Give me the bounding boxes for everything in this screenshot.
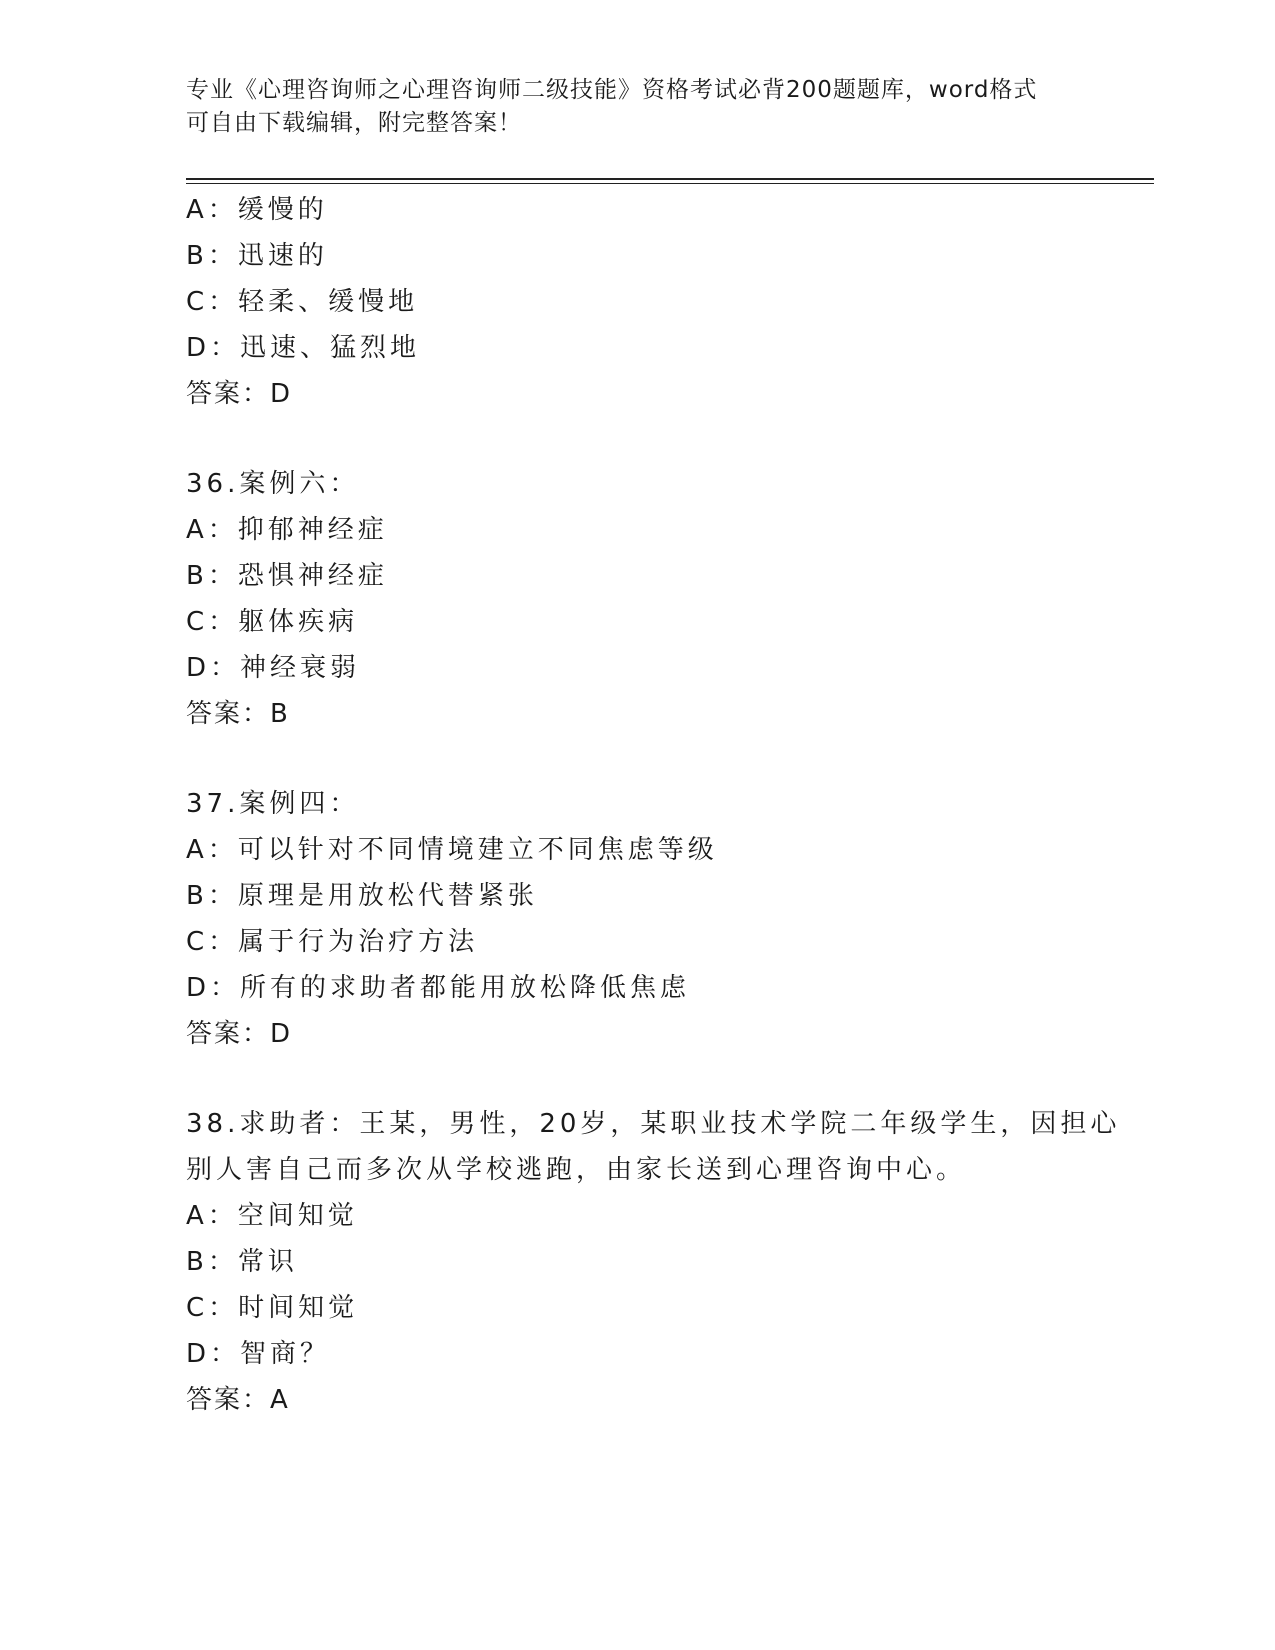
- header-line-2: 可自由下载编辑，附完整答案！: [186, 110, 522, 136]
- block-spacer: [186, 417, 1116, 461]
- option-a: A：空间知觉: [186, 1201, 358, 1231]
- block-spacer: [186, 737, 1116, 781]
- option-a: A：缓慢的: [186, 195, 328, 225]
- question-text: 36.案例六：: [186, 469, 360, 499]
- option-d: D：迅速、猛烈地: [186, 333, 421, 363]
- question-text-line-2: 别人害自己而多次从学校逃跑，由家长送到心理咨询中心。: [186, 1155, 967, 1185]
- answer-line: 答案：D: [186, 1019, 293, 1049]
- option-c: C：轻柔、缓慢地: [186, 287, 419, 317]
- question-list: [186, 187, 1121, 1423]
- document-header: [186, 74, 1086, 140]
- question-text-line-1: 38.求助者：王某，男性，20岁，某职业技术学院二年级学生，因担心: [186, 1109, 1121, 1139]
- option-a: A：抑郁神经症: [186, 515, 388, 545]
- question-block: [186, 461, 1116, 737]
- option-d: D：所有的求助者都能用放松降低焦虑: [186, 973, 691, 1003]
- option-b: B：迅速的: [186, 241, 328, 271]
- option-d: D：神经衰弱: [186, 653, 361, 683]
- question-block: [186, 187, 1116, 417]
- option-c: C：时间知觉: [186, 1293, 359, 1323]
- question-block: [186, 1101, 1121, 1423]
- option-b: B：恐惧神经症: [186, 561, 388, 591]
- option-d: D：智商？: [186, 1339, 331, 1369]
- option-c: C：属于行为治疗方法: [186, 927, 479, 957]
- answer-line: 答案：B: [186, 699, 290, 729]
- question-text: 37.案例四：: [186, 789, 360, 819]
- option-b: B：原理是用放松代替紧张: [186, 881, 538, 911]
- answer-line: 答案：D: [186, 379, 293, 409]
- block-spacer: [186, 1057, 1116, 1101]
- question-block: [186, 781, 1116, 1057]
- option-b: B：常识: [186, 1247, 298, 1277]
- header-line-1: 专业《心理咨询师之心理咨询师二级技能》资格考试必背200题题库，word格式: [186, 77, 1038, 103]
- option-c: C：躯体疾病: [186, 607, 359, 637]
- option-a: A：可以针对不同情境建立不同焦虑等级: [186, 835, 718, 865]
- answer-line: 答案：A: [186, 1385, 290, 1415]
- header-divider: [186, 178, 1154, 184]
